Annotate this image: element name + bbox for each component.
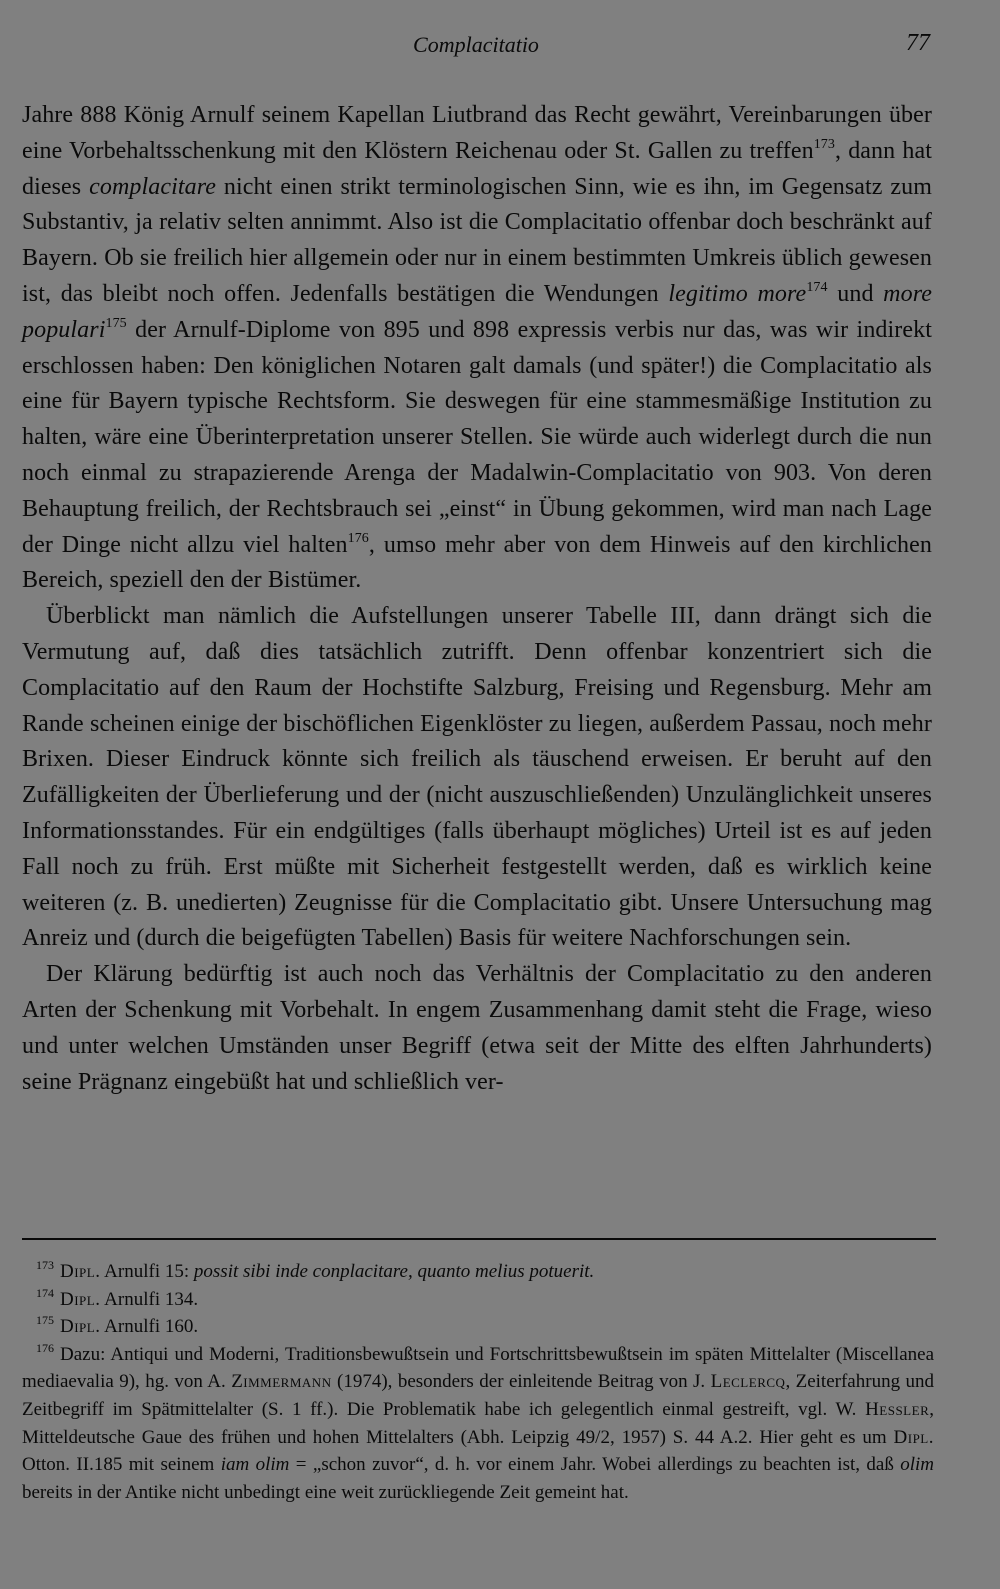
- footnote-text: bereits in der Antike nicht unbedingt eine weit zurückliegende Zeit gemeint hat.: [22, 1481, 629, 1503]
- italic-term: olim: [900, 1454, 935, 1476]
- text-segment: , dann hat dieses: [22, 137, 932, 200]
- footnote-divider: [22, 1238, 936, 1240]
- abbreviation: Dipl.: [893, 1426, 934, 1448]
- body-text: [22, 98, 932, 1100]
- abbreviation: Dipl.: [60, 1316, 101, 1338]
- paragraph-3: Der Klärung bedürftig ist auch noch das Verhältnis der Complacitatio zu den anderen Arten der Schenkung mit Vorbehalt. In engem Zusammenhang damit steht die Frage, wieso und unter welchen Umständen unser Begriff (etwa seit der Mitte des elften Jahrhunderts) seine Prägnanz eingebüßt hat und schließlich ver-: [22, 961, 932, 1095]
- footnote-ref-176: 176: [347, 530, 369, 546]
- footnote-ref-174: 174: [806, 279, 828, 295]
- footnote-ref-175: 175: [105, 315, 127, 331]
- running-head: [22, 28, 930, 62]
- page-number: 77: [906, 30, 930, 56]
- footnote-175: [22, 1313, 934, 1341]
- text-segment: der Arnulf-Diplome von 895 und 898 expressis verbis nur das, was wir indirekt erschlossen haben: Den königlichen Notaren galt damals (und später!) die Complacitatio als eine für Bayern typische Rechtsform. Sie deswegen für eine stammesmäßige Institution zu halten, wäre eine Überinterpretation unserer Stellen. Sie würde auch widerlegt durch die nun noch einmal zu strapazierende Arenga der Madalwin-Complacitatio von 903. Von deren Behauptung freilich, der Rechtsbrauch sei „einst“ in Übung gekommen, wird man nach Lage der Dinge nicht allzu viel halten: [22, 316, 932, 558]
- footnote-text: Arnulfi 15:: [100, 1261, 194, 1282]
- italic-quote: possit sibi inde conplacitare, quanto melius potuerit.: [193, 1261, 595, 1282]
- footnote-text: , Mitteldeutsche Gaue des frühen und hohen Mittelalters (Abh. Leipzig 49/2, 1957) S. 44 A.2. Hier geht es um: [22, 1398, 934, 1448]
- author-name: Leclercq: [710, 1371, 786, 1393]
- abbreviation: Dipl.: [60, 1288, 101, 1310]
- footnotes: [22, 1258, 934, 1506]
- footnote-text: Arnulfi 160.: [100, 1316, 199, 1338]
- footnote-text: (1974), besonders der einleitende Beitrag von J.: [331, 1371, 711, 1393]
- text-segment: , umso mehr aber von dem Hinweis auf den kirchlichen Bereich, speziell den der Bistümer.: [22, 531, 932, 594]
- footnote-text: Dazu: Antiqui und Moderni, Traditionsbewußtsein und Fortschrittsbewußtsein im späten Mittelalter (Miscellanea mediaevalia 9), hg. von A.: [22, 1343, 934, 1393]
- italic-term: complacitare: [89, 173, 217, 200]
- footnote-174: [22, 1286, 934, 1314]
- footnote-number: 174: [36, 1285, 54, 1300]
- italic-term: legitimo more: [668, 280, 807, 307]
- footnote-number: 176: [36, 1340, 54, 1355]
- footnote-number: 173: [36, 1258, 54, 1272]
- footnote-text: = „schon zuvor“, d. h. vor einem Jahr. Wobei allerdings zu beachten ist, daß: [289, 1454, 901, 1476]
- footnote-number: 175: [36, 1313, 54, 1328]
- italic-term: more populari: [22, 280, 932, 343]
- paragraph-2: Überblickt man nämlich die Aufstellungen unserer Tabelle III, dann drängt sich die Vermutung auf, daß dies tatsächlich zutrifft. Denn offenbar konzentriert sich die Complacitatio auf den Raum der Hochstifte Salzburg, Freising und Regensburg. Mehr am Rande scheinen einige der bischöflichen Eigenklöster zu liegen, außerdem Passau, noch mehr Brixen. Dieser Eindruck könnte sich freilich als täuschend erweisen. Er beruht auf den Zufälligkeiten der Überlieferung und der (nicht auszuschließenden) Unzulänglichkeit unseres Informationsstandes. Für ein endgültiges (falls überhaupt mögliches) Urteil ist es auf jeden Fall noch zu früh. Erst müßte mit Sicherheit festgestellt werden, daß es wirklich keine weiteren (z. B. unedierten) Zeugnisse für die Complacitatio gibt. Unsere Untersuchung mag Anreiz und (durch die beigefügten Tabellen) Basis für weitere Nachforschungen sein.: [22, 603, 932, 952]
- running-title: Complacitatio: [413, 32, 539, 57]
- text-segment: Jahre 888 König Arnulf seinem Kapellan Liutbrand das Recht gewährt, Vereinbarungen über eine Vorbehaltsschenkung mit den Klöstern Reichenau oder St. Gallen zu treffen: [22, 102, 932, 164]
- paragraph-1: [22, 98, 932, 599]
- abbreviation: Dipl.: [60, 1261, 101, 1282]
- author-name: Hessler: [865, 1398, 930, 1420]
- footnote-173: [22, 1258, 934, 1286]
- footnote-text: , Zeiterfahrung und Zeitbegriff im Spätmittelalter (S. 1 ff.). Die Problematik habe ich gelegentlich einmal gestreift, vgl. W.: [22, 1371, 934, 1420]
- footnote-ref-173: 173: [813, 136, 835, 152]
- footnote-176: [22, 1341, 934, 1507]
- author-name: Zimmermann: [231, 1371, 332, 1393]
- italic-term: iam olim: [220, 1454, 290, 1476]
- text-segment: nicht einen strikt terminologischen Sinn, wie es ihn, im Gegensatz zum Substantiv, ja relativ selten annimmt. Also ist die Complacitatio offenbar doch beschränkt auf Bayern. Ob sie freilich hier allgemein oder nur in einem bestimmten Umkreis üblich gewesen ist, das bleibt noch offen. Jedenfalls bestätigen die Wendungen: [22, 173, 932, 307]
- footnote-text: Otton. II.185 mit seinem: [22, 1454, 221, 1476]
- text-segment: und: [827, 280, 884, 307]
- footnote-text: Arnulfi 134.: [100, 1288, 199, 1310]
